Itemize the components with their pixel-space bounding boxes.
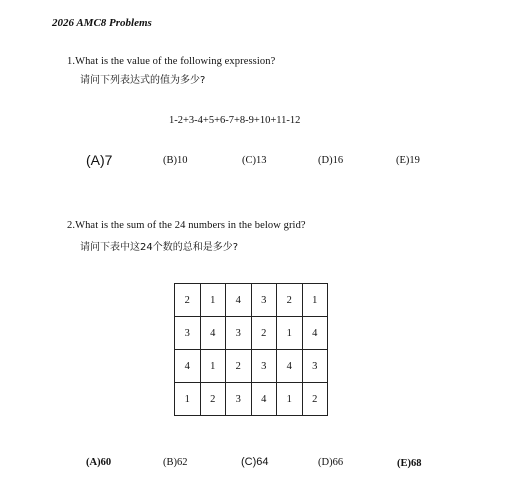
grid-cell: 2 bbox=[277, 284, 303, 317]
grid-cell: 2 bbox=[175, 284, 201, 317]
grid-cell: 1 bbox=[200, 284, 226, 317]
grid-cell: 4 bbox=[175, 350, 201, 383]
grid-cell: 3 bbox=[175, 317, 201, 350]
grid-cell: 4 bbox=[302, 317, 328, 350]
grid-cell: 4 bbox=[200, 317, 226, 350]
grid-cell: 4 bbox=[277, 350, 303, 383]
number-grid bbox=[174, 283, 328, 416]
question-1-text-en: 1.What is the value of the following expression? bbox=[67, 56, 276, 67]
grid-cell: 2 bbox=[200, 383, 226, 416]
q2-choice-e[interactable]: (E)68 bbox=[397, 458, 422, 469]
grid-cell: 4 bbox=[251, 383, 277, 416]
q1-choice-e[interactable]: (E)19 bbox=[396, 155, 420, 166]
grid-cell: 1 bbox=[277, 383, 303, 416]
grid-cell: 3 bbox=[251, 350, 277, 383]
grid-cell: 3 bbox=[251, 284, 277, 317]
q1-choice-c[interactable]: (C)13 bbox=[242, 155, 267, 166]
q2-choice-d[interactable]: (D)66 bbox=[318, 457, 344, 468]
grid-cell: 4 bbox=[226, 284, 252, 317]
grid-cell: 3 bbox=[226, 383, 252, 416]
grid-cell: 2 bbox=[302, 383, 328, 416]
question-1-text-zh: 请问下列表达式的值为多少? bbox=[80, 75, 206, 86]
grid-row bbox=[175, 350, 328, 383]
grid-cell: 3 bbox=[302, 350, 328, 383]
grid-cell: 2 bbox=[226, 350, 252, 383]
q2-choice-b[interactable]: (B)62 bbox=[163, 457, 188, 468]
grid-cell: 1 bbox=[277, 317, 303, 350]
grid-row bbox=[175, 284, 328, 317]
q2-choice-c[interactable]: (C)64 bbox=[241, 456, 269, 468]
q1-choice-b[interactable]: (B)10 bbox=[163, 155, 188, 166]
grid-row bbox=[175, 317, 328, 350]
page-header: 2026 AMC8 Problems bbox=[52, 17, 152, 29]
q1-choice-d[interactable]: (D)16 bbox=[318, 155, 344, 166]
grid-cell: 1 bbox=[200, 350, 226, 383]
grid-cell: 1 bbox=[302, 284, 328, 317]
question-2-text-en: 2.What is the sum of the 24 numbers in the below grid? bbox=[67, 220, 306, 231]
question-2-text-zh: 请问下表中这24个数的总和是多少? bbox=[80, 242, 239, 253]
grid-cell: 2 bbox=[251, 317, 277, 350]
question-1-expression: 1-2+3-4+5+6-7+8-9+10+11-12 bbox=[169, 115, 301, 126]
q2-choice-a[interactable]: (A)60 bbox=[86, 457, 112, 468]
grid-cell: 1 bbox=[175, 383, 201, 416]
q1-choice-a[interactable]: (A)7 bbox=[86, 152, 113, 168]
grid-row bbox=[175, 383, 328, 416]
grid-cell: 3 bbox=[226, 317, 252, 350]
